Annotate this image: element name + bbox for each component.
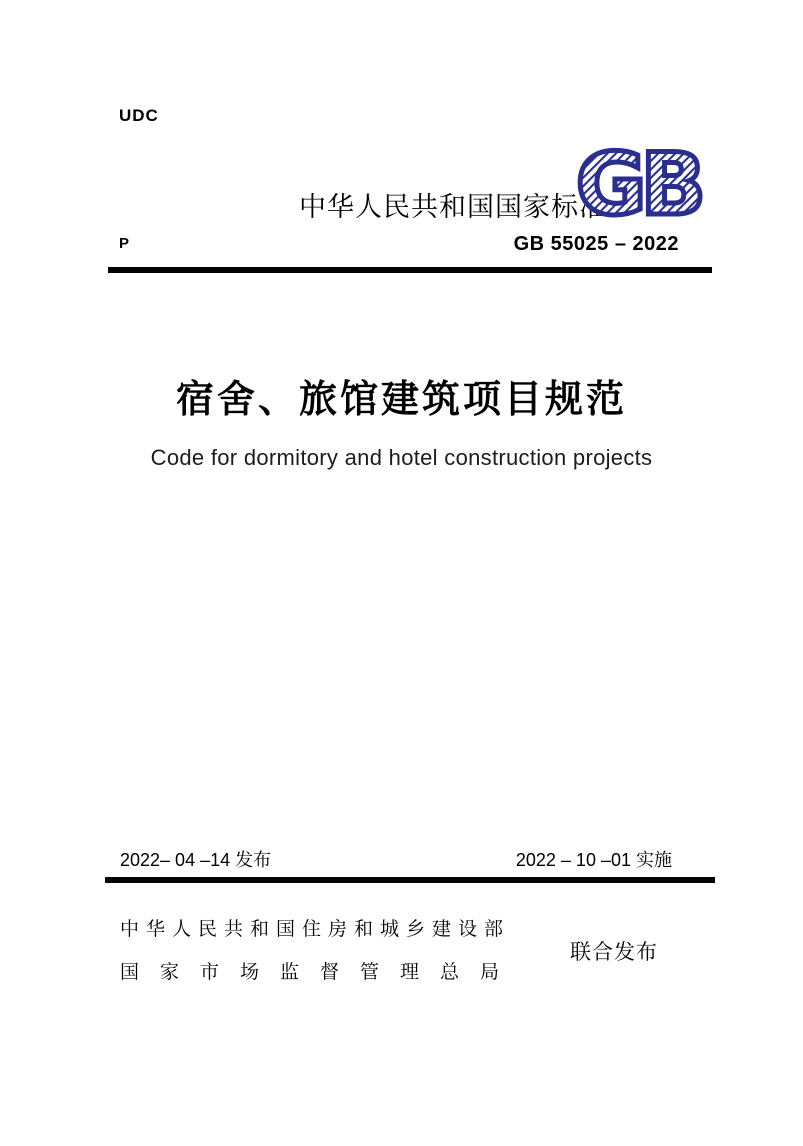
gb-logo-icon [562, 138, 714, 230]
header-rule [108, 267, 712, 273]
udc-label: UDC [119, 106, 159, 125]
joint-release-label: 联合发布 [570, 941, 658, 964]
implementation-date: 2022 – 10 –01 实施 [515, 850, 672, 870]
gb-logo-text: GB [575, 138, 701, 230]
standard-number: GB 55025 – 2022 [513, 233, 679, 255]
title-chinese: 宿舍、旅馆建筑项目规范 [175, 379, 627, 421]
issue-date: 2022– 04 –14 发布 [120, 850, 272, 870]
publisher-samr: 国家市场监督管理总局 [120, 962, 521, 983]
publisher-mohurd: 中华人民共和国住房和城乡建设部 [120, 919, 511, 940]
title-english: Code for dormitory and hotel construction projects [150, 445, 653, 470]
p-classification-label: P [119, 235, 130, 252]
footer-rule [105, 877, 715, 883]
national-standard-header: 中华人民共和国国家标准 [299, 192, 607, 222]
